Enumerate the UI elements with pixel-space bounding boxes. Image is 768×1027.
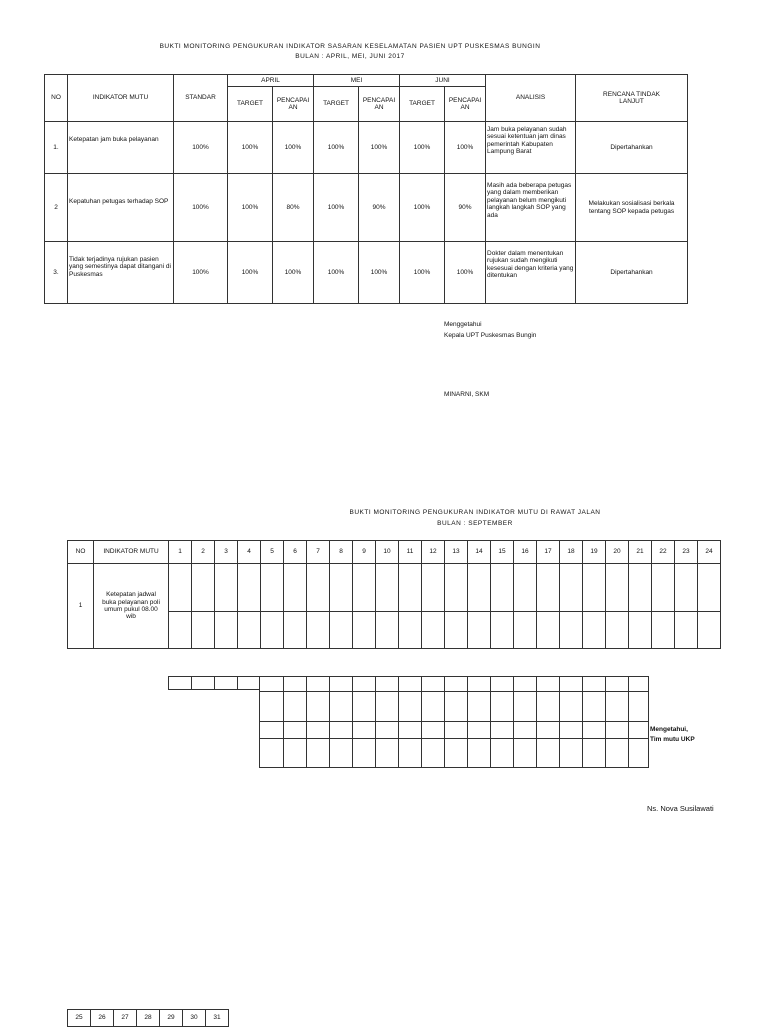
- day-header-31: 31: [206, 1010, 229, 1027]
- day-cell: [330, 564, 353, 612]
- header-standar: STANDAR: [174, 75, 228, 122]
- row-analisis: Masih ada beberapa petugas yang dalam memberikan pelayanan belum mengikuti langkah langkah SOP yang ada: [486, 174, 576, 242]
- day-cell: [583, 564, 606, 612]
- day-cell: [491, 564, 514, 612]
- row-april-capai: 100%: [273, 242, 314, 304]
- day-header-10: 10: [376, 541, 399, 564]
- day-cell: [629, 564, 652, 612]
- day-cell: [629, 612, 652, 649]
- day-cell: [261, 612, 284, 649]
- day-cell: [284, 612, 307, 649]
- row-juni-target: 100%: [400, 242, 445, 304]
- day-header-22: 22: [652, 541, 675, 564]
- doc1-subtitle: BULAN : APRIL, MEI, JUNI 2017: [295, 53, 405, 60]
- day-header-15: 15: [491, 541, 514, 564]
- days-extra-table: [67, 1009, 229, 1027]
- day-cell: [468, 612, 491, 649]
- day-cell: [445, 564, 468, 612]
- day-cell: [169, 564, 192, 612]
- day-cell: [606, 612, 629, 649]
- day-cell: [330, 612, 353, 649]
- day-cell: [698, 612, 721, 649]
- day-cell: [652, 564, 675, 612]
- row-rencana: Dipertahankan: [576, 122, 688, 174]
- day-cell: [606, 564, 629, 612]
- row-april-target: 100%: [228, 174, 273, 242]
- day-header-24: 24: [698, 541, 721, 564]
- day-header-18: 18: [560, 541, 583, 564]
- header-mei-pencapaian: PENCAPAI AN: [359, 87, 400, 122]
- row-no: 2: [45, 174, 68, 242]
- day-header-1: 1: [169, 541, 192, 564]
- row-no: 1: [68, 564, 94, 649]
- day-header-17: 17: [537, 541, 560, 564]
- row-april-target: 100%: [228, 122, 273, 174]
- table-row: [68, 564, 721, 612]
- day-cell: [583, 612, 606, 649]
- row-indikator: Ketepatan jam buka pelayanan: [68, 122, 174, 174]
- row-standar: 100%: [174, 242, 228, 304]
- header-mei-target: TARGET: [314, 87, 359, 122]
- day-cell: [376, 612, 399, 649]
- header-juni: JUNI: [400, 75, 486, 87]
- row-standar: 100%: [174, 174, 228, 242]
- row-analisis: Jam buka pelayanan sudah sesuai ketentuan jam dinas pemerintah Kabupaten Lampung Barat: [486, 122, 576, 174]
- row-juni-target: 100%: [400, 174, 445, 242]
- day-cell: [560, 564, 583, 612]
- row-indikator: Kepatuhan petugas terhadap SOP: [68, 174, 174, 242]
- doc1-sign-line2: Kepala UPT Puskesmas Bungin: [444, 332, 537, 339]
- day-cell: [376, 564, 399, 612]
- day-header-23: 23: [675, 541, 698, 564]
- day-cell: [560, 612, 583, 649]
- header-no: NO: [45, 75, 68, 122]
- day-cell: [422, 564, 445, 612]
- day-cell: [399, 564, 422, 612]
- day-header-21: 21: [629, 541, 652, 564]
- row-april-capai: 80%: [273, 174, 314, 242]
- row-mei-capai: 90%: [359, 174, 400, 242]
- day-header-6: 6: [284, 541, 307, 564]
- row-mei-target: 100%: [314, 242, 359, 304]
- day-cell: [307, 564, 330, 612]
- header-rencana: RENCANA TINDAK LANJUT: [576, 75, 688, 122]
- day-header-3: 3: [215, 541, 238, 564]
- day-header-4: 4: [238, 541, 261, 564]
- day-header-2: 2: [192, 541, 215, 564]
- day-cell: [353, 564, 376, 612]
- row-juni-capai: 100%: [445, 122, 486, 174]
- day-cell: [215, 612, 238, 649]
- row-indikator: Ketepatan jadwal buka pelayanan poli umum pukul 08.00 wib: [94, 564, 169, 649]
- doc1-table: [44, 74, 688, 304]
- table-row: [45, 122, 688, 174]
- header-april-pencapaian: PENCAPAI AN: [273, 87, 314, 122]
- day-header-19: 19: [583, 541, 606, 564]
- day-cell: [491, 612, 514, 649]
- row-mei-target: 100%: [314, 122, 359, 174]
- day-header-28: 28: [137, 1010, 160, 1027]
- day-cell: [514, 612, 537, 649]
- day-cell: [192, 564, 215, 612]
- row-juni-capai: 100%: [445, 242, 486, 304]
- row-april-capai: 100%: [273, 122, 314, 174]
- grid-fragment: [168, 676, 260, 690]
- doc2-sign-line1: Mengetahui,: [650, 726, 688, 733]
- grid-continuation: [259, 676, 649, 768]
- row-juni-capai: 90%: [445, 174, 486, 242]
- row-april-target: 100%: [228, 242, 273, 304]
- day-cell: [675, 612, 698, 649]
- day-header-12: 12: [422, 541, 445, 564]
- doc1-sign-line1: Menggetahui: [444, 321, 482, 328]
- row-analisis: Dokter dalam menentukan rujukan sudah mengikuti kesesuai dengan kriteria yang ditentukan: [486, 242, 576, 304]
- header-indikator: INDIKATOR MUTU: [94, 541, 169, 564]
- day-header-13: 13: [445, 541, 468, 564]
- day-cell: [238, 564, 261, 612]
- day-cell: [652, 612, 675, 649]
- table-row: [45, 174, 688, 242]
- header-indikator: INDIKATOR MUTU: [68, 75, 174, 122]
- row-indikator: Tidak terjadinya rujukan pasien yang semestinya dapat ditangani di Puskesmas: [68, 242, 174, 304]
- day-cell: [445, 612, 468, 649]
- day-cell: [698, 564, 721, 612]
- row-no: 1.: [45, 122, 68, 174]
- day-cell: [537, 612, 560, 649]
- day-header-11: 11: [399, 541, 422, 564]
- header-juni-pencapaian: PENCAPAI AN: [445, 87, 486, 122]
- day-cell: [169, 612, 192, 649]
- doc2-table: [67, 540, 721, 649]
- row-standar: 100%: [174, 122, 228, 174]
- row-mei-capai: 100%: [359, 242, 400, 304]
- day-cell: [399, 612, 422, 649]
- day-cell: [192, 612, 215, 649]
- day-cell: [238, 612, 261, 649]
- table-row: [45, 242, 688, 304]
- row-rencana: Dipertahankan: [576, 242, 688, 304]
- doc1-title: BUKTI MONITORING PENGUKURAN INDIKATOR SASARAN KESELAMATAN PASIEN UPT PUSKESMAS BUNGIN: [159, 43, 541, 50]
- day-cell: [261, 564, 284, 612]
- day-header-27: 27: [114, 1010, 137, 1027]
- day-header-16: 16: [514, 541, 537, 564]
- day-header-9: 9: [353, 541, 376, 564]
- day-header-5: 5: [261, 541, 284, 564]
- day-cell: [353, 612, 376, 649]
- doc2-title: BUKTI MONITORING PENGUKURAN INDIKATOR MUTU DI RAWAT JALAN: [349, 509, 601, 516]
- day-cell: [514, 564, 537, 612]
- day-header-25: 25: [68, 1010, 91, 1027]
- row-juni-target: 100%: [400, 122, 445, 174]
- day-header-26: 26: [91, 1010, 114, 1027]
- header-april-target: TARGET: [228, 87, 273, 122]
- day-header-29: 29: [160, 1010, 183, 1027]
- day-cell: [422, 612, 445, 649]
- header-mei: MEI: [314, 75, 400, 87]
- header-no: NO: [68, 541, 94, 564]
- day-cell: [675, 564, 698, 612]
- day-header-7: 7: [307, 541, 330, 564]
- day-header-8: 8: [330, 541, 353, 564]
- day-cell: [307, 612, 330, 649]
- header-analisis: ANALISIS: [486, 75, 576, 122]
- header-juni-target: TARGET: [400, 87, 445, 122]
- day-header-20: 20: [606, 541, 629, 564]
- row-no: 3.: [45, 242, 68, 304]
- header-april: APRIL: [228, 75, 314, 87]
- day-cell: [284, 564, 307, 612]
- doc1-sign-name: MINARNI, SKM: [444, 391, 490, 398]
- day-cell: [215, 564, 238, 612]
- doc2-sign-line2: Tim mutu UKP: [650, 736, 695, 743]
- row-mei-target: 100%: [314, 174, 359, 242]
- row-rencana: Melakukan sosialisasi berkala tentang SOP kepada petugas: [576, 174, 688, 242]
- day-header-30: 30: [183, 1010, 206, 1027]
- doc2-sign-name: Ns. Nova Susilawati: [647, 804, 714, 813]
- doc2-subtitle: BULAN : SEPTEMBER: [437, 520, 513, 527]
- day-cell: [468, 564, 491, 612]
- row-mei-capai: 100%: [359, 122, 400, 174]
- day-header-14: 14: [468, 541, 491, 564]
- day-cell: [537, 564, 560, 612]
